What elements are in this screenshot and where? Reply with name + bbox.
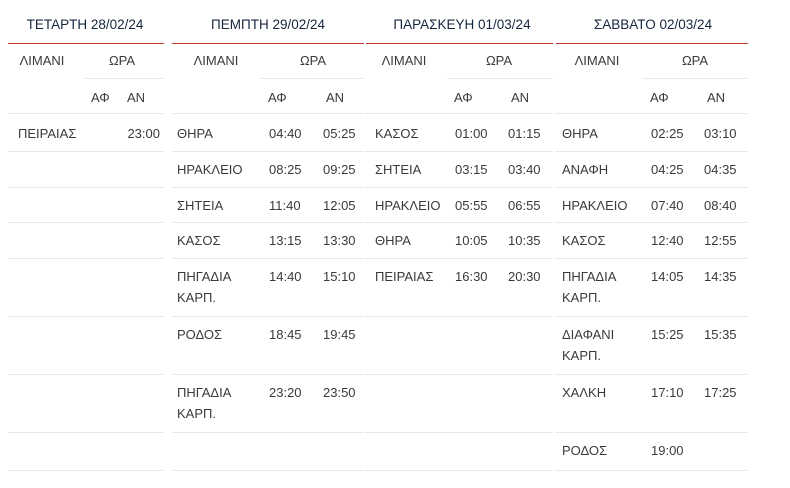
port-column-label: ΛΙΜΑΝΙ [193, 53, 239, 68]
time-column-label: ΩΡΑ [108, 53, 136, 68]
departure-time: 08:25 [269, 162, 302, 177]
row-divider [556, 374, 748, 375]
header-divider [556, 113, 748, 114]
arrival-time: 05:25 [323, 126, 356, 141]
row-divider [8, 258, 164, 259]
row-divider [8, 151, 164, 152]
departure-column-label: ΑΦ [268, 90, 287, 105]
row-divider [366, 222, 553, 223]
row-divider [366, 432, 553, 433]
port-name: ΠΗΓΑΔΙΑ ΚΑΡΠ. [177, 385, 231, 421]
departure-time: 19:00 [651, 443, 684, 458]
row-divider [556, 432, 748, 433]
port-name: ΘΗΡΑ [562, 126, 598, 141]
row-divider [556, 187, 748, 188]
port-name: ΗΡΑΚΛΕΙΟ [375, 198, 441, 213]
day-header: ΠΕΜΠΤΗ 29/02/24 [210, 17, 326, 32]
day-header: ΠΑΡΑΣΚΕΥΗ 01/03/24 [393, 17, 531, 32]
time-column-label: ΩΡΑ [681, 53, 709, 68]
arrival-time: 09:25 [323, 162, 356, 177]
port-name: ΠΗΓΑΔΙΑ ΚΑΡΠ. [562, 269, 616, 305]
row-divider [172, 222, 364, 223]
port-name: ΘΗΡΑ [177, 126, 213, 141]
departure-time: 04:40 [269, 126, 302, 141]
arrival-column-label: ΑΝ [326, 90, 345, 105]
port-column-label: ΛΙΜΑΝΙ [19, 53, 65, 68]
day-header-underline [8, 43, 164, 44]
port-name: ΚΑΣΟΣ [562, 233, 606, 248]
port-name: ΧΑΛΚΗ [562, 385, 607, 400]
arrival-time: 06:55 [508, 198, 541, 213]
departure-time: 14:40 [269, 269, 302, 284]
port-name: ΗΡΑΚΛΕΙΟ [177, 162, 243, 177]
departure-time: 14:05 [651, 269, 684, 284]
departure-time: 11:40 [269, 198, 301, 213]
day-header: ΣΑΒΒΑΤΟ 02/03/24 [593, 17, 713, 32]
port-name: ΘΗΡΑ [375, 233, 411, 248]
arrival-time: 17:25 [704, 385, 737, 400]
port-column-label: ΛΙΜΑΝΙ [381, 53, 427, 68]
arrival-time: 19:45 [323, 327, 356, 342]
row-divider [8, 470, 164, 471]
row-divider [172, 432, 364, 433]
port-name: ΑΝΑΦΗ [562, 162, 609, 177]
row-divider [366, 258, 553, 259]
port-column-label: ΛΙΜΑΝΙ [574, 53, 620, 68]
departure-time: 18:45 [269, 327, 302, 342]
header-divider [8, 113, 164, 114]
header-divider [643, 78, 748, 79]
arrival-time: 15:10 [323, 269, 356, 284]
departure-time: 03:15 [455, 162, 488, 177]
arrival-time: 23:00 [127, 126, 160, 141]
arrival-time: 08:40 [704, 198, 737, 213]
arrival-time: 23:50 [323, 385, 356, 400]
port-name: ΚΑΣΟΣ [177, 233, 221, 248]
arrival-time: 13:30 [323, 233, 356, 248]
day-header-underline [556, 43, 748, 44]
port-name: ΔΙΑΦΑΝΙ ΚΑΡΠ. [562, 327, 615, 363]
row-divider [556, 258, 748, 259]
row-divider [8, 187, 164, 188]
row-divider [556, 222, 748, 223]
arrival-time: 04:35 [704, 162, 737, 177]
arrival-time: 03:40 [508, 162, 541, 177]
departure-column-label: ΑΦ [650, 90, 669, 105]
time-column-label: ΩΡΑ [299, 53, 327, 68]
port-name: ΠΕΙΡΑΙΑΣ [375, 269, 434, 284]
row-divider [172, 374, 364, 375]
row-divider [8, 432, 164, 433]
departure-time: 07:40 [651, 198, 684, 213]
header-divider [447, 78, 553, 79]
header-divider [260, 78, 364, 79]
row-divider [556, 470, 748, 471]
departure-time: 13:15 [269, 233, 302, 248]
row-divider [172, 151, 364, 152]
row-divider [172, 316, 364, 317]
arrival-time: 12:05 [323, 198, 356, 213]
departure-column-label: ΑΦ [91, 90, 110, 105]
arrival-time: 12:55 [704, 233, 737, 248]
arrival-time: 20:30 [508, 269, 541, 284]
departure-time: 16:30 [455, 269, 488, 284]
departure-time: 10:05 [455, 233, 488, 248]
header-divider [172, 113, 364, 114]
departure-time: 04:25 [651, 162, 684, 177]
row-divider [366, 470, 553, 471]
arrival-time: 01:15 [508, 126, 541, 141]
time-column-label: ΩΡΑ [485, 53, 513, 68]
departure-column-label: ΑΦ [454, 90, 473, 105]
row-divider [8, 222, 164, 223]
header-divider [366, 113, 553, 114]
row-divider [556, 316, 748, 317]
port-name: ΗΡΑΚΛΕΙΟ [562, 198, 628, 213]
row-divider [172, 258, 364, 259]
row-divider [366, 316, 553, 317]
port-name: ΣΗΤΕΙΑ [375, 162, 422, 177]
departure-time: 17:10 [651, 385, 684, 400]
row-divider [8, 374, 164, 375]
departure-time: 02:25 [651, 126, 684, 141]
row-divider [366, 187, 553, 188]
row-divider [366, 151, 553, 152]
day-header-underline [172, 43, 364, 44]
arrival-column-label: ΑΝ [707, 90, 726, 105]
port-name: ΡΟΔΟΣ [562, 443, 608, 458]
port-name: ΠΗΓΑΔΙΑ ΚΑΡΠ. [177, 269, 231, 305]
departure-time: 12:40 [651, 233, 684, 248]
row-divider [366, 374, 553, 375]
port-name: ΡΟΔΟΣ [177, 327, 223, 342]
port-name: ΣΗΤΕΙΑ [177, 198, 224, 213]
arrival-time: 14:35 [704, 269, 737, 284]
day-header-underline [366, 43, 553, 44]
departure-time: 15:25 [651, 327, 684, 342]
port-name: ΚΑΣΟΣ [375, 126, 419, 141]
day-header: ΤΕΤΑΡΤΗ 28/02/24 [26, 17, 144, 32]
arrival-time: 15:35 [704, 327, 737, 342]
arrival-time: 03:10 [704, 126, 737, 141]
row-divider [172, 470, 364, 471]
port-name: ΠΕΙΡΑΙΑΣ [18, 126, 77, 141]
row-divider [8, 316, 164, 317]
departure-time: 01:00 [455, 126, 488, 141]
row-divider [556, 151, 748, 152]
arrival-column-label: ΑΝ [511, 90, 530, 105]
arrival-time: 10:35 [508, 233, 541, 248]
departure-time: 23:20 [269, 385, 302, 400]
departure-time: 05:55 [455, 198, 488, 213]
arrival-column-label: ΑΝ [127, 90, 146, 105]
header-divider [84, 78, 164, 79]
row-divider [172, 187, 364, 188]
